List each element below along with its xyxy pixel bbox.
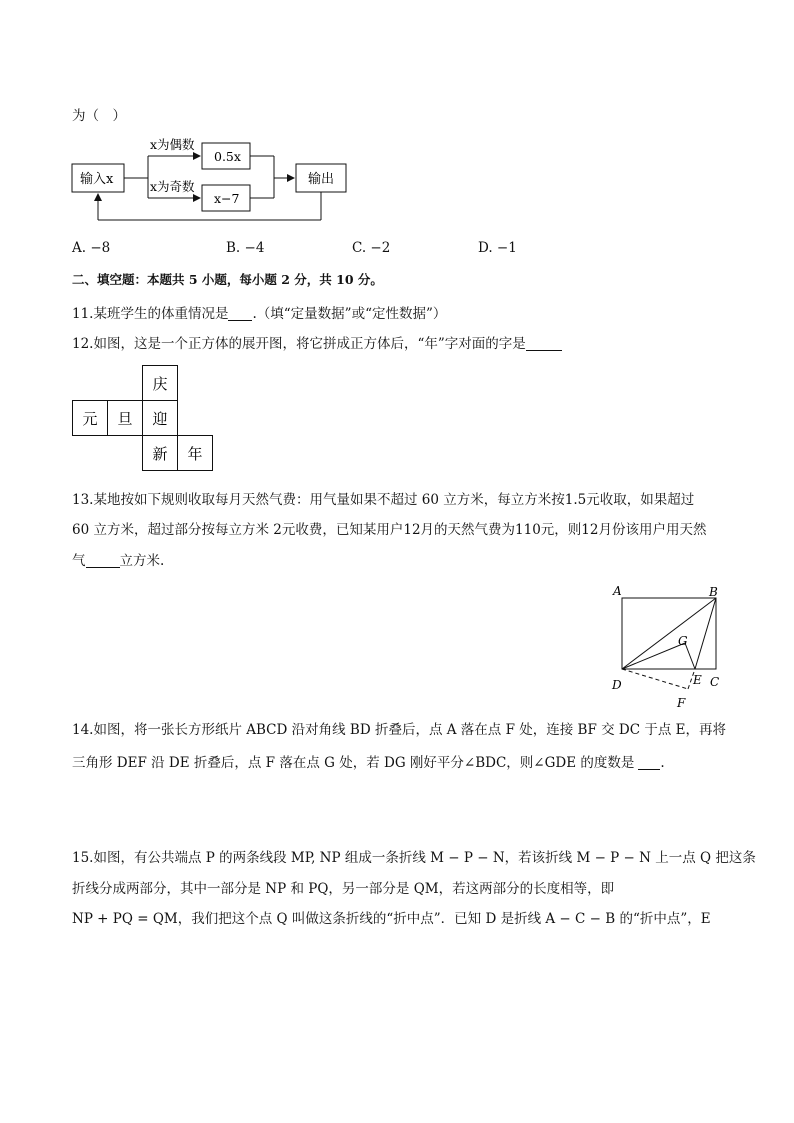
output-box <box>296 164 346 192</box>
cube-net <box>71 365 217 471</box>
label-F: F <box>677 696 686 710</box>
q13-blank <box>86 553 120 568</box>
q14-text-after: . <box>660 755 665 771</box>
net-cell-center: 迎 <box>152 410 168 428</box>
net-cell-bottom2: 年 <box>187 445 203 463</box>
option-c: C. −2 <box>352 240 391 256</box>
even-operation: 0.5x <box>214 149 241 164</box>
net-cell-left1: 元 <box>82 410 98 428</box>
q12-blank <box>526 336 562 351</box>
question-12 <box>72 332 562 352</box>
label-G: G <box>678 634 688 648</box>
option-b: B. −4 <box>226 240 265 256</box>
option-d: D. −1 <box>478 240 517 256</box>
odd-operation-box <box>202 185 250 211</box>
input-label: 输入x <box>80 172 114 187</box>
q14-text: 三角形 DEF 沿 DE 折叠后，点 F 落在点 G 处，若 DG 刚好平分∠BDC，则∠GDE 的度数是 <box>72 755 635 771</box>
q14-line2 <box>72 751 665 771</box>
q13-text-after: 立方米. <box>119 553 165 569</box>
question-11 <box>72 302 446 322</box>
label-D: D <box>612 678 622 692</box>
q14-figure <box>605 583 735 713</box>
q13-line1: 13.某地按如下规则收取每月天然气费：用气量如果不超过 60 立方米，每立方米按1.5元收取，如果超过 <box>72 492 695 508</box>
label-A: A <box>613 584 622 598</box>
q13-line3 <box>72 549 164 569</box>
q14-line1: 14.如图，将一张长方形纸片 ABCD 沿对角线 BD 折叠后，点 A 落在点 F 处，连接 BF 交 DC 于点 E，再将 <box>72 722 726 738</box>
q10-stem-tail: 为（ ） <box>72 108 126 124</box>
label-B: B <box>709 585 718 599</box>
q13-text: 气 <box>72 553 86 569</box>
q10-flowchart <box>70 134 360 226</box>
q15-line1: 15.如图，有公共端点 P 的两条线段 MP, NP 组成一条折线 M − P − N，若该折线 M − P − N 上一点 Q 把这条 <box>72 850 756 866</box>
q13-line2: 60 立方米，超过部分按每立方米 2元收费，已知某用户12月的天然气费为110元，则12月份该用户用天然 <box>72 522 707 538</box>
option-a: A. −8 <box>72 240 111 256</box>
q15-line3: NP + PQ = QM，我们把这个点 Q 叫做这条折线的“折中点”．已知 D 是折线 A − C − B 的“折中点”，E <box>72 911 711 927</box>
label-C: C <box>710 675 720 689</box>
q11-text: 11.某班学生的体重情况是 <box>72 306 229 322</box>
q11-text-after: .（填“定量数据”或“定性数据”） <box>252 306 447 322</box>
even-condition: x为偶数 <box>150 137 195 152</box>
net-cell-bottom1: 新 <box>152 445 168 463</box>
label-E: E <box>693 673 702 687</box>
output-label: 输出 <box>308 172 335 187</box>
section-heading: 二、填空题：本题共 5 小题，每小题 2 分，共 10 分。 <box>72 272 383 287</box>
odd-condition: x为奇数 <box>150 179 195 194</box>
q15-line2: 折线分成两部分，其中一部分是 NP 和 PQ，另一部分是 QM，若这两部分的长度相等，即 <box>72 881 615 897</box>
net-cell-top: 庆 <box>152 375 168 393</box>
net-cell-left2: 旦 <box>117 410 133 428</box>
even-operation-box <box>202 143 250 169</box>
q14-blank <box>638 755 660 770</box>
input-box <box>72 164 124 192</box>
q12-text: 12.如图，这是一个正方体的展开图，将它拼成正方体后，“年”字对面的字是 <box>72 336 526 352</box>
odd-operation: x−7 <box>214 191 240 206</box>
q11-blank <box>228 306 252 321</box>
